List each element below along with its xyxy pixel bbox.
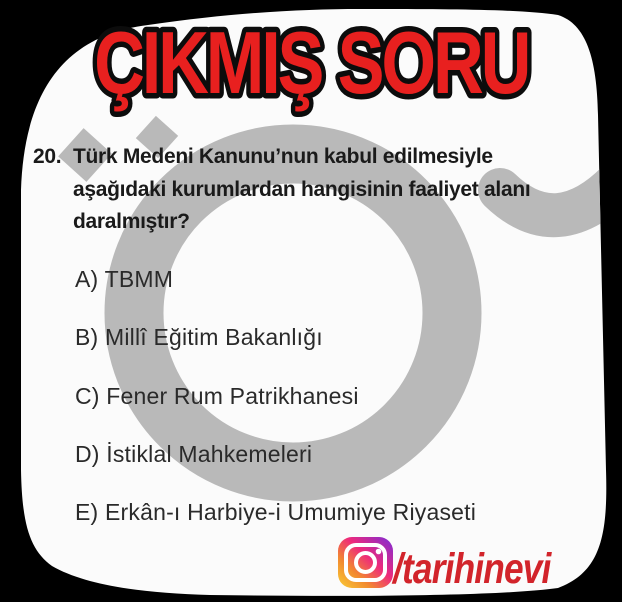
option-a: A) TBMM: [75, 266, 174, 292]
question-block: [33, 141, 608, 239]
question-text: [73, 141, 530, 239]
question-line-2: aşağıdaki kurumlardan hangisinin faaliyet alanı: [73, 177, 531, 201]
question-line-3: daralmıştır?: [73, 210, 190, 233]
instagram-handle[interactable]: /tarihinevi: [393, 545, 551, 593]
question-number: 20.: [33, 145, 62, 168]
question-line-1: Türk Medeni Kanunu’nun kabul edilmesiyle: [73, 145, 493, 168]
title-banner: [0, 0, 622, 130]
option-e: E) Erkân-ı Harbiye-i Umumiye Riyaseti: [75, 499, 477, 525]
instagram-icon[interactable]: [337, 536, 394, 594]
option-b: B) Millî Eğitim Bakanlığı: [75, 324, 323, 350]
option-c: C) Fener Rum Patrikhanesi: [75, 383, 359, 409]
title-svg: [0, 0, 622, 130]
page-title: ÇIKMIŞ SORU: [94, 13, 529, 112]
option-d: D) İstiklal Mahkemeleri: [75, 441, 313, 467]
